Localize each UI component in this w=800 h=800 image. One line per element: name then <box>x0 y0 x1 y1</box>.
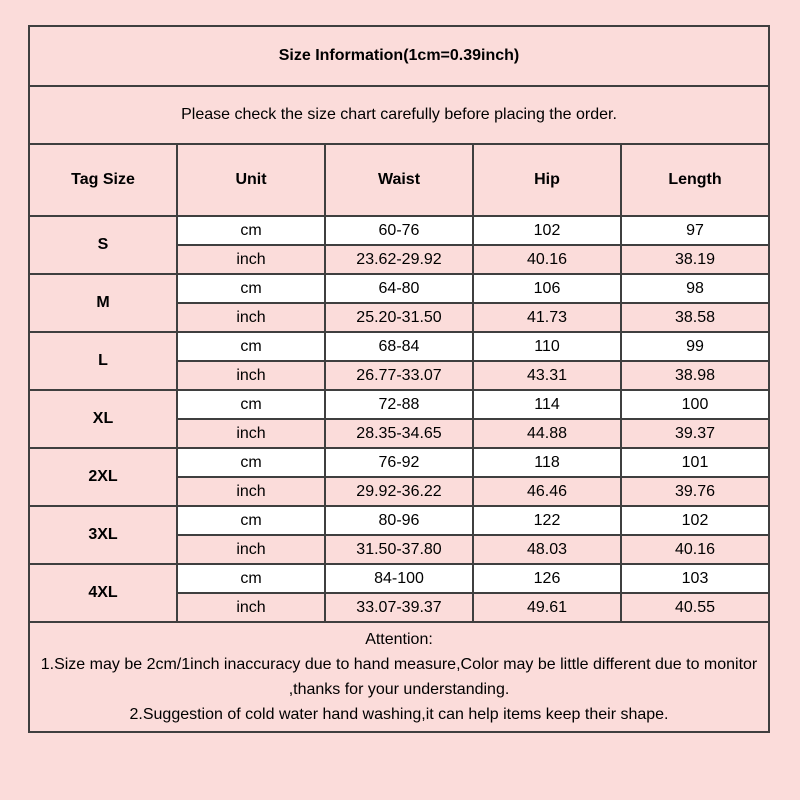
unit-inch-label: inch <box>177 303 325 332</box>
size-label-l: L <box>29 332 177 390</box>
unit-inch-label: inch <box>177 593 325 622</box>
unit-cm-label: cm <box>177 216 325 245</box>
attention-note <box>29 622 769 732</box>
header-hip: Hip <box>473 144 621 216</box>
cell-waist-inch: 33.07-39.37 <box>325 593 473 622</box>
cell-waist-cm: 68-84 <box>325 332 473 361</box>
subtitle-row <box>29 86 769 144</box>
attention-heading: Attention: <box>365 631 433 648</box>
attention-line-2: ,thanks for your understanding. <box>288 681 510 698</box>
cell-waist-inch: 25.20-31.50 <box>325 303 473 332</box>
cell-hip-inch: 48.03 <box>473 535 621 564</box>
cell-hip-inch: 44.88 <box>473 419 621 448</box>
unit-inch-label: inch <box>177 245 325 274</box>
cell-hip-cm: 114 <box>473 390 621 419</box>
table-row-l-cm <box>29 332 769 361</box>
cell-length-inch: 40.55 <box>621 593 769 622</box>
unit-inch-label: inch <box>177 361 325 390</box>
cell-hip-inch: 41.73 <box>473 303 621 332</box>
unit-cm-label: cm <box>177 390 325 419</box>
cell-waist-cm: 64-80 <box>325 274 473 303</box>
cell-length-cm: 99 <box>621 332 769 361</box>
size-label-xl: XL <box>29 390 177 448</box>
cell-hip-inch: 49.61 <box>473 593 621 622</box>
unit-cm-label: cm <box>177 564 325 593</box>
cell-hip-cm: 118 <box>473 448 621 477</box>
size-label-3xl: 3XL <box>29 506 177 564</box>
table-row-2xl-cm <box>29 448 769 477</box>
unit-cm-label: cm <box>177 506 325 535</box>
cell-length-inch: 39.37 <box>621 419 769 448</box>
cell-length-inch: 39.76 <box>621 477 769 506</box>
cell-length-inch: 38.19 <box>621 245 769 274</box>
size-label-s: S <box>29 216 177 274</box>
unit-cm-label: cm <box>177 448 325 477</box>
title-row <box>29 26 769 86</box>
unit-cm-label: cm <box>177 332 325 361</box>
table-row-m-cm <box>29 274 769 303</box>
table-row-3xl-cm <box>29 506 769 535</box>
unit-cm-label: cm <box>177 274 325 303</box>
cell-waist-inch: 28.35-34.65 <box>325 419 473 448</box>
cell-waist-cm: 72-88 <box>325 390 473 419</box>
table-row-4xl-cm <box>29 564 769 593</box>
unit-inch-label: inch <box>177 477 325 506</box>
cell-hip-inch: 43.31 <box>473 361 621 390</box>
cell-length-cm: 102 <box>621 506 769 535</box>
attention-line-3: 2.Suggestion of cold water hand washing,it can help items keep their shape. <box>129 706 669 723</box>
cell-length-cm: 103 <box>621 564 769 593</box>
cell-length-inch: 38.98 <box>621 361 769 390</box>
cell-hip-cm: 102 <box>473 216 621 245</box>
cell-hip-cm: 126 <box>473 564 621 593</box>
cell-hip-cm: 110 <box>473 332 621 361</box>
header-tag-size: Tag Size <box>29 144 177 216</box>
chart-subtitle: Please check the size chart carefully before placing the order. <box>29 86 769 144</box>
header-waist: Waist <box>325 144 473 216</box>
cell-length-cm: 97 <box>621 216 769 245</box>
cell-length-inch: 40.16 <box>621 535 769 564</box>
cell-length-cm: 100 <box>621 390 769 419</box>
chart-title: Size Information(1cm=0.39inch) <box>29 26 769 86</box>
cell-hip-cm: 106 <box>473 274 621 303</box>
table-row-s-cm <box>29 216 769 245</box>
cell-hip-inch: 40.16 <box>473 245 621 274</box>
header-row <box>29 144 769 216</box>
cell-hip-cm: 122 <box>473 506 621 535</box>
size-label-4xl: 4XL <box>29 564 177 622</box>
attention-row <box>29 622 769 732</box>
cell-waist-cm: 84-100 <box>325 564 473 593</box>
cell-waist-cm: 60-76 <box>325 216 473 245</box>
size-label-m: M <box>29 274 177 332</box>
cell-waist-cm: 76-92 <box>325 448 473 477</box>
unit-inch-label: inch <box>177 419 325 448</box>
cell-waist-inch: 23.62-29.92 <box>325 245 473 274</box>
cell-waist-inch: 29.92-36.22 <box>325 477 473 506</box>
header-length: Length <box>621 144 769 216</box>
cell-waist-inch: 26.77-33.07 <box>325 361 473 390</box>
cell-length-cm: 98 <box>621 274 769 303</box>
unit-inch-label: inch <box>177 535 325 564</box>
cell-waist-cm: 80-96 <box>325 506 473 535</box>
header-unit: Unit <box>177 144 325 216</box>
table-row-xl-cm <box>29 390 769 419</box>
cell-length-cm: 101 <box>621 448 769 477</box>
cell-length-inch: 38.58 <box>621 303 769 332</box>
attention-line-1: 1.Size may be 2cm/1inch inaccuracy due to hand measure,Color may be little different due to monitor <box>40 656 758 673</box>
cell-waist-inch: 31.50-37.80 <box>325 535 473 564</box>
cell-hip-inch: 46.46 <box>473 477 621 506</box>
size-chart-table <box>28 25 770 733</box>
size-label-2xl: 2XL <box>29 448 177 506</box>
